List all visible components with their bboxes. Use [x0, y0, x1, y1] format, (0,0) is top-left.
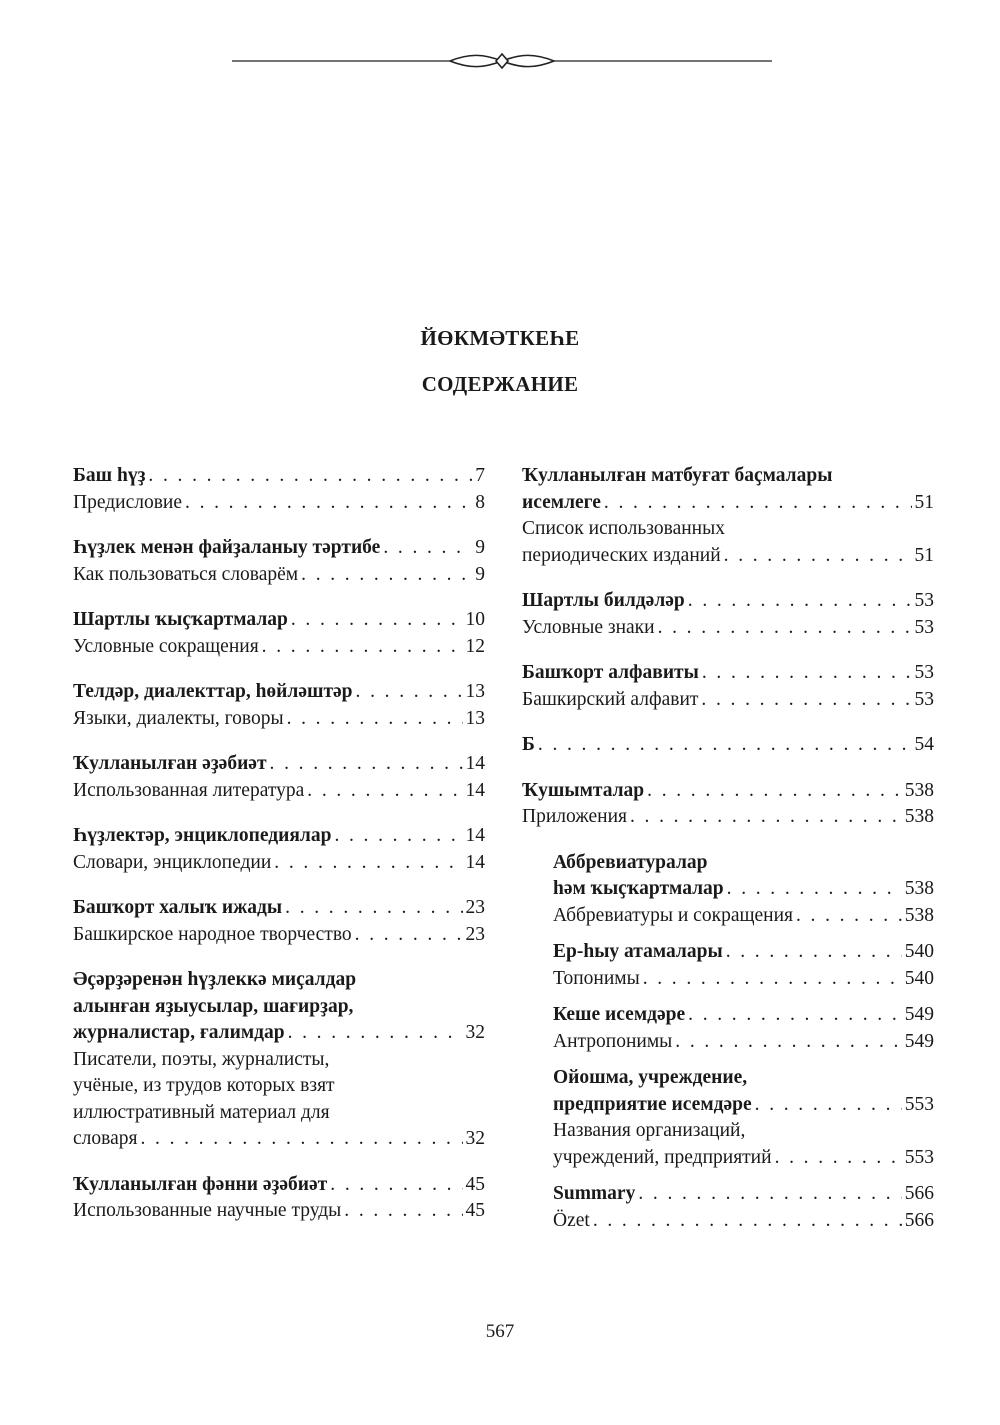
- toc-row[interactable]: [522, 687, 934, 714]
- page-ref: 45: [465, 1173, 485, 1195]
- entry-title: Приложения: [522, 806, 627, 827]
- entry-title: Ҡулланылған фәнни әҙәбиәт: [73, 1173, 328, 1195]
- entry-title: Антропонимы: [553, 1030, 673, 1052]
- page-ref: 12: [465, 635, 485, 657]
- page-ref: 566: [904, 1209, 934, 1231]
- header-ornament: [232, 48, 772, 74]
- entry-title: Как пользоваться словарём: [73, 563, 299, 585]
- entry-title: Языки, диалекты, говоры: [73, 707, 284, 729]
- toc-row[interactable]: [73, 634, 485, 661]
- toc-row[interactable]: [553, 1208, 934, 1235]
- page-ref: 51: [914, 491, 934, 513]
- page-ref: 538: [904, 878, 934, 899]
- toc-row[interactable]: [553, 876, 934, 903]
- entry-title: исемлеге: [522, 491, 601, 513]
- page-number: 567: [485, 1321, 515, 1342]
- entry-title: Һүҙлек менән файҙаланыу тәртибе: [73, 537, 381, 558]
- toc-entry-literature: [73, 751, 485, 804]
- toc-row[interactable]: [553, 1029, 934, 1056]
- toc-row[interactable]: [73, 922, 485, 949]
- page-ref: 540: [904, 967, 934, 989]
- toc-row[interactable]: [73, 1172, 485, 1199]
- toc-subentry-toponyms: [553, 939, 934, 992]
- toc-row[interactable]: [522, 778, 934, 805]
- entry-title-line: Писатели, поэты, журналисты,: [73, 1048, 330, 1070]
- toc-row[interactable]: [73, 751, 485, 778]
- toc-row[interactable]: [73, 1126, 485, 1153]
- page-ref: 9: [475, 563, 485, 585]
- page-ref: 10: [465, 609, 485, 630]
- page-ref: 566: [904, 1183, 934, 1204]
- page-ref: 23: [465, 923, 485, 945]
- page-ref: 13: [465, 681, 485, 702]
- toc-entry-abbreviations: [73, 607, 485, 660]
- toc-row[interactable]: [73, 490, 485, 517]
- page-ref: 538: [904, 904, 934, 926]
- page-ref: 549: [904, 1030, 934, 1052]
- entry-title: Башҡорт алфавиты: [522, 662, 699, 683]
- entry-title: предприятие исемдәре: [553, 1093, 752, 1115]
- toc-row[interactable]: [522, 732, 934, 759]
- toc-entry-alphabet: [522, 660, 934, 713]
- toc-subentry-anthroponyms: [553, 1002, 934, 1055]
- entry-title: Условные сокращения: [73, 635, 259, 657]
- toc-row[interactable]: [73, 778, 485, 805]
- toc-entry-folklore: [73, 895, 485, 948]
- toc-entry-appendices: [522, 778, 934, 831]
- entry-title-line: Аббревиатуралар: [553, 851, 708, 873]
- toc-row[interactable]: [73, 706, 485, 733]
- entry-title: Топонимы: [553, 967, 640, 989]
- entry-title: Телдәр, диалекттар, һөйләштәр: [73, 681, 353, 702]
- entry-title: Һүҙлектәр, энциклопедиялар: [73, 825, 332, 846]
- entry-title-line: Ойошма, учреждение,: [553, 1067, 748, 1088]
- page-ref: 538: [904, 779, 934, 801]
- toc-row[interactable]: [73, 562, 485, 589]
- entry-title-line: учёные, из трудов которых взят: [73, 1075, 335, 1096]
- entry-title-line: Названия организаций,: [553, 1120, 746, 1141]
- toc-row[interactable]: [73, 895, 485, 922]
- entry-title: Summary: [553, 1183, 636, 1204]
- toc-entry-scientific-literature: [73, 1172, 485, 1225]
- page-ref: 23: [465, 897, 485, 918]
- toc-entry-languages: [73, 679, 485, 732]
- toc-row[interactable]: [73, 1020, 485, 1047]
- toc-row[interactable]: [553, 903, 934, 930]
- toc-entry-letter-b: [522, 732, 934, 759]
- entry-title: Шартлы ҡыҫҡартмалар: [73, 609, 288, 630]
- entry-title: Ер-һыу атамалары: [553, 941, 723, 962]
- page-ref: 540: [904, 941, 934, 962]
- page-ref: 549: [904, 1004, 934, 1025]
- entry-title: Использованные научные труды: [73, 1200, 342, 1221]
- entry-title-line: алынған яҙыусылар, шағирҙар,: [73, 995, 354, 1017]
- toc-row[interactable]: [522, 490, 934, 517]
- page-ref: 9: [475, 537, 485, 558]
- entry-title: Баш һүҙ: [73, 465, 146, 486]
- toc-row[interactable]: [73, 823, 485, 850]
- page-ref: 32: [465, 1022, 485, 1043]
- page-ref: 553: [904, 1093, 934, 1115]
- entry-title: Словари, энциклопедии: [73, 851, 272, 873]
- toc-row[interactable]: [522, 543, 934, 570]
- page-ref: 538: [904, 806, 934, 827]
- toc-subentry-abbreviations: [553, 850, 934, 930]
- toc-row[interactable]: [73, 535, 485, 562]
- toc-entry-dictionaries: [73, 823, 485, 876]
- entry-title: һәм ҡыҫҡартмалар: [553, 878, 724, 899]
- page-ref: 7: [475, 465, 485, 486]
- page-ref: 32: [465, 1128, 485, 1149]
- entry-title: Условные знаки: [522, 616, 655, 638]
- entry-title: Б: [522, 734, 535, 755]
- page-ref: 14: [465, 753, 485, 774]
- entry-title: Аббревиатуры и сокращения: [553, 904, 793, 926]
- entry-title: Özet: [553, 1209, 590, 1231]
- entry-title: Башкирский алфавит: [522, 688, 699, 710]
- page-ref: 53: [914, 616, 934, 638]
- toc-entry-authors: [73, 967, 485, 1153]
- page-ref: 13: [465, 707, 485, 729]
- toc-row[interactable]: [553, 1092, 934, 1119]
- page-ref: 14: [465, 851, 485, 873]
- entry-title: Кеше исемдәре: [553, 1004, 686, 1025]
- page-ref: 53: [914, 590, 934, 611]
- toc-row[interactable]: [553, 939, 934, 966]
- page-ref: 51: [914, 544, 934, 566]
- entry-title: Ҡушымталар: [522, 779, 645, 801]
- toc-row[interactable]: [522, 804, 934, 831]
- entry-title: словаря: [73, 1128, 138, 1149]
- toc-row[interactable]: [553, 966, 934, 993]
- entry-title-line: Ҡулланылған матбуғат баҫмалары: [522, 465, 833, 486]
- entry-title: периодических изданий: [522, 544, 721, 566]
- toc-row[interactable]: [73, 607, 485, 634]
- toc-row[interactable]: [553, 1002, 934, 1029]
- toc-row[interactable]: [73, 463, 485, 490]
- page-ref: 45: [465, 1200, 485, 1221]
- entry-title: Шартлы билдәләр: [522, 590, 685, 611]
- page-ref: 8: [475, 491, 485, 513]
- toc-left-column: [73, 463, 485, 1244]
- toc-row[interactable]: [553, 1181, 934, 1208]
- toc-row[interactable]: [522, 588, 934, 615]
- page-ref: 14: [465, 825, 485, 846]
- toc-row[interactable]: [522, 660, 934, 687]
- toc-entry-symbols: [522, 588, 934, 641]
- entry-title: учреждений, предприятий: [553, 1146, 772, 1168]
- toc-subentry-organizations: [553, 1065, 934, 1171]
- toc-appendix-subentries: [553, 850, 934, 1235]
- toc-entry-preface: [73, 463, 485, 516]
- toc-entry-periodicals: [522, 463, 934, 569]
- entry-title: журналистар, ғалимдар: [73, 1022, 285, 1043]
- entry-title: Ҡулланылған әҙәбиәт: [73, 753, 267, 774]
- toc-row[interactable]: [73, 679, 485, 706]
- contents-title-russian: СОДЕРЖАНИЕ: [421, 372, 579, 396]
- toc-row[interactable]: [553, 1145, 934, 1172]
- entry-title-line: иллюстративный материал для: [73, 1101, 330, 1123]
- entry-title: Предисловие: [73, 491, 183, 513]
- page-ref: 14: [465, 779, 485, 801]
- toc-right-column: [522, 463, 934, 1244]
- page-ref: 53: [914, 662, 934, 683]
- entry-title: Башкирское народное творчество: [73, 923, 352, 945]
- entry-title-line: Әҫәрҙәренән һүҙлеккә миҫалдар: [73, 969, 357, 990]
- page-ref: 553: [904, 1146, 934, 1168]
- entry-title: Башҡорт халыҡ ижады: [73, 897, 283, 918]
- page-ref: 53: [914, 688, 934, 710]
- contents-title-bashkir: ЙӨКМӘТКЕҺЕ: [420, 326, 580, 350]
- toc-entry-how-to-use: [73, 535, 485, 588]
- toc-row[interactable]: [73, 850, 485, 877]
- entry-title-line: Список использованных: [522, 518, 725, 539]
- toc-row[interactable]: [522, 615, 934, 642]
- toc-row[interactable]: [73, 1198, 485, 1225]
- page-ref: 54: [914, 734, 934, 755]
- entry-title: Использованная литература: [73, 779, 305, 801]
- toc-subentry-summary: [553, 1181, 934, 1234]
